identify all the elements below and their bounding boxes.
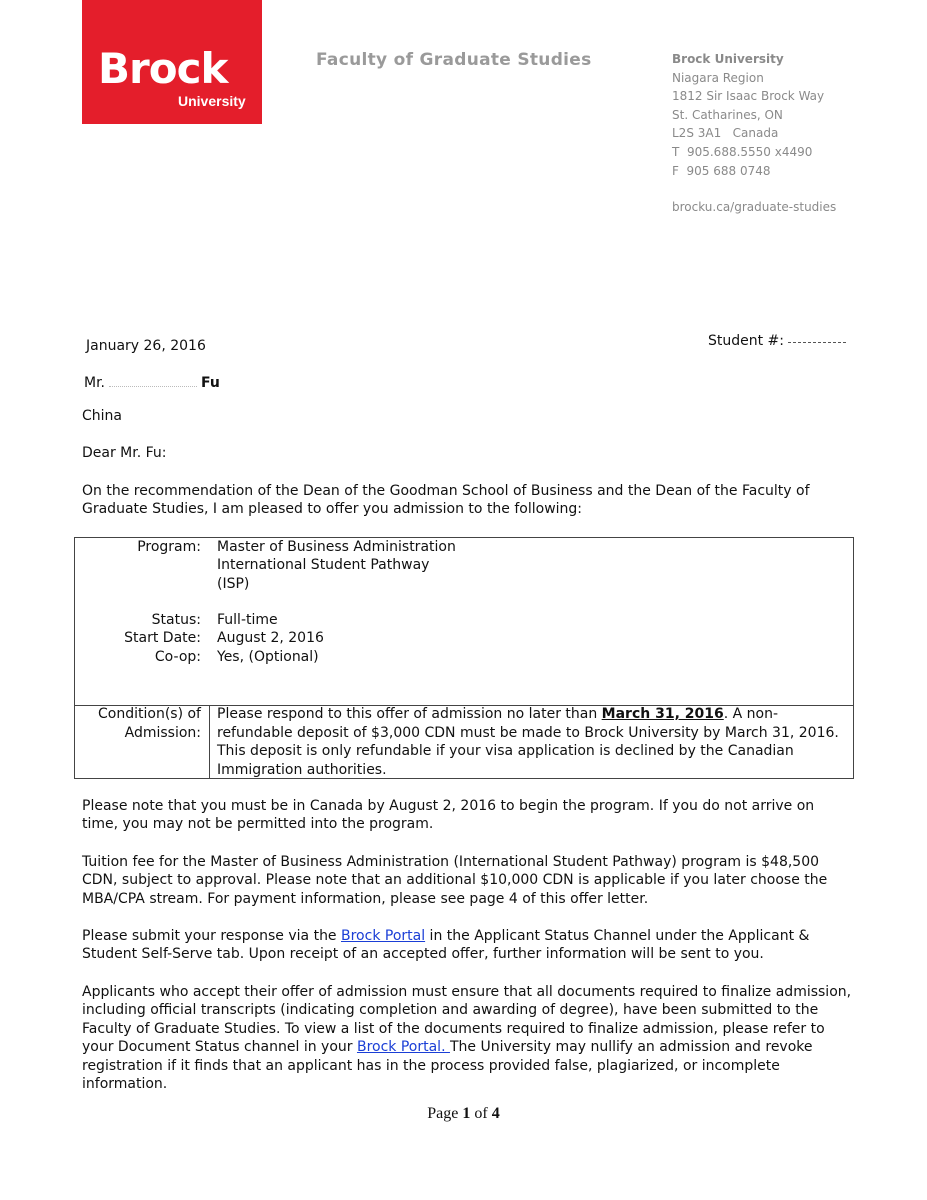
response-paragraph <box>82 927 852 964</box>
brock-portal-link[interactable]: Brock Portal <box>341 928 426 944</box>
student-number-label: Student #: <box>708 333 785 349</box>
address-postal: L2S 3A1 Canada <box>672 126 779 141</box>
addressee-country: China <box>82 408 122 424</box>
coop-label: Co-op: <box>154 648 201 665</box>
response-deadline: March 31, 2016 <box>601 706 724 722</box>
page-current: 1 <box>462 1105 471 1122</box>
addressee-name <box>84 375 220 391</box>
address-fax: F 905 688 0748 <box>672 163 771 178</box>
page-total: 4 <box>491 1105 500 1122</box>
tuition-paragraph: Tuition fee for the Master of Business Administration (International Student Pathway) program is $48,500 CDN, subject to approval. Please note that an additional $10,000 CDN is applicable if you later choose the MBA/CPA stream. For payment information, please see page 4 of this offer letter. <box>82 854 828 907</box>
program-line-1: Master of Business Administration <box>217 539 456 555</box>
redacted-given-name <box>109 378 197 387</box>
logo-subtitle: University <box>178 93 246 109</box>
brock-portal-link-2[interactable]: Brock Portal. <box>356 1039 450 1056</box>
brock-university-logo <box>82 0 262 124</box>
program-label: Program: <box>137 539 201 555</box>
address-phone: T 905.688.5550 x4490 <box>672 144 813 159</box>
start-date-value: August 2, 2016 <box>217 630 324 647</box>
address-name: Brock University <box>672 52 784 66</box>
documents-paragraph <box>82 983 852 1093</box>
redacted-student-number <box>788 342 846 343</box>
table-column-divider <box>209 705 210 778</box>
start-date-label: Start Date: <box>124 630 201 647</box>
response-text-end: in the Applicant Status Channel under the Applicant & Student Self-Serve tab. Upon receipt of an accepted offer, further information will be sent to you. <box>82 928 810 963</box>
status-label: Status: <box>151 612 201 628</box>
conditions-text <box>217 705 847 779</box>
offer-details-table <box>74 537 854 779</box>
response-text-start: Please submit your response via the <box>82 928 341 944</box>
status-value: Full-time <box>217 612 278 628</box>
addressee-prefix: Mr. <box>84 375 105 391</box>
page-number <box>0 1105 927 1123</box>
university-address-block <box>672 50 836 217</box>
addressee-surname: Fu <box>201 375 220 391</box>
page-of: of <box>474 1105 488 1122</box>
student-number <box>708 333 846 349</box>
conditions-label: Condition(s) of Admission: <box>98 706 201 741</box>
coop-value: Yes, (Optional) <box>217 648 319 665</box>
salutation: Dear Mr. Fu: <box>82 445 167 461</box>
program-line-2: International Student Pathway <box>217 557 430 574</box>
conditions-text-start: Please respond to this offer of admission no later than <box>217 706 602 722</box>
address-city: St. Catharines, ON <box>672 107 783 122</box>
documents-text-end: The University may nullify an admission and revoke registration if it finds that an applicant has in the process provided false, plagiarized, or incomplete information. <box>82 1039 813 1093</box>
program-line-3: (ISP) <box>217 575 250 592</box>
intro-paragraph: On the recommendation of the Dean of the Goodman School of Business and the Dean of the Faculty of Graduate Studies, I am pleased to offer you admission to the following: <box>82 483 810 518</box>
documents-text-start: Applicants who accept their offer of admission must ensure that all documents required to finalize admission, including official transcripts (indicating completion and awarding of degree), have been submitted to the Faculty of Graduate Studies. To view a list of the documents required to finalize admission, please refer to your Document Status channel in your <box>82 984 852 1056</box>
letter-date: January 26, 2016 <box>86 338 206 354</box>
faculty-heading: Faculty of Graduate Studies <box>316 50 592 70</box>
logo-wordmark: Brock <box>98 44 228 93</box>
address-region: Niagara Region <box>672 70 764 85</box>
page-prefix: Page <box>427 1105 459 1122</box>
address-street: 1812 Sir Isaac Brock Way <box>672 89 825 104</box>
conditions-text-end: . A non-refundable deposit of $3,000 CDN must be made to Brock University by March 31, 2016. This deposit is only refundable if your visa application is declined by the Canadian Immigration authorities. <box>217 706 839 778</box>
address-web: brocku.ca/graduate-studies <box>672 200 837 215</box>
arrival-paragraph: Please note that you must be in Canada by August 2, 2016 to begin the program. If you do not arrive on time, you may not be permitted into the program. <box>82 798 815 833</box>
